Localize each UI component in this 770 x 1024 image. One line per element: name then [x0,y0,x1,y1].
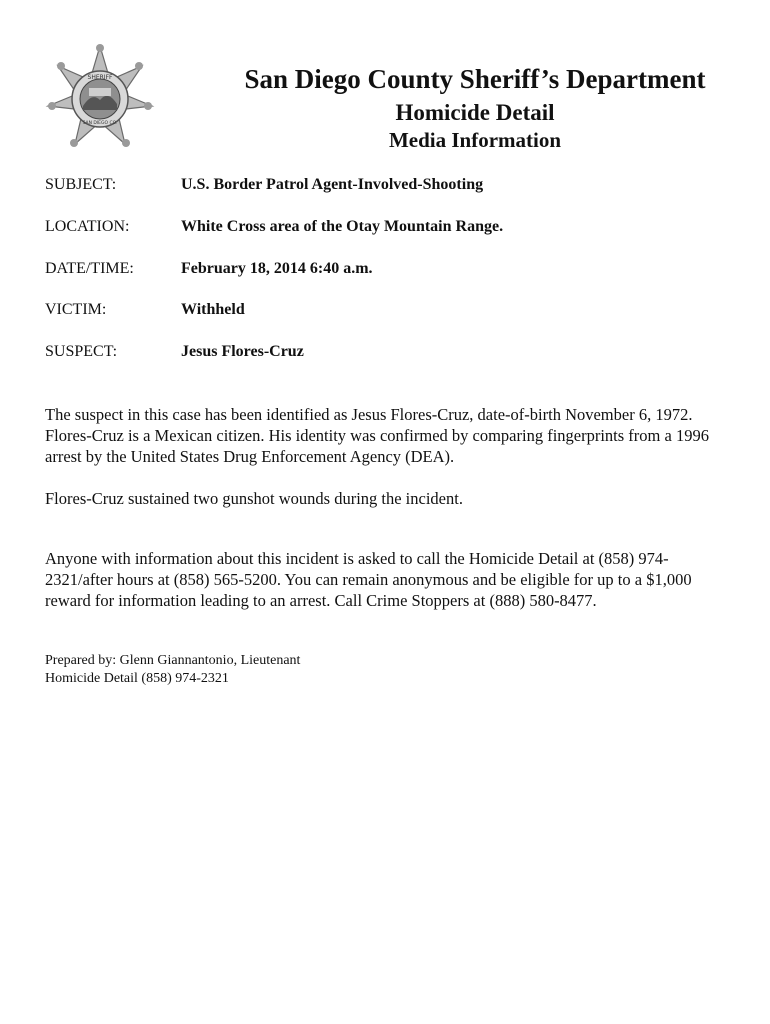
prepared-by-line: Prepared by: Glenn Giannantonio, Lieutenant [45,653,301,668]
subject-value: U.S. Border Patrol Agent-Involved-Shooting [181,176,484,193]
suspect-identification-paragraph: The suspect in this case has been identified as Jesus Flores-Cruz, date-of-birth November 6, 1972. Flores-Cruz is a Mexican citizen. His identity was confirmed by comparing fingerprints from a 1996 arrest by the United States Drug Enforcement Agency (DEA). [45,405,709,466]
suspect-label: SUSPECT: [45,343,118,360]
suspect-value: Jesus Flores-Cruz [181,343,304,360]
victim-label: VICTIM: [45,301,107,318]
department-title: San Diego County Sheriff’s Department [244,64,706,94]
datetime-label: DATE/TIME: [45,260,134,277]
subject-label: SUBJECT: [45,176,117,193]
injury-paragraph: Flores-Cruz sustained two gunshot wounds during the incident. [45,489,463,508]
unit-title: Homicide Detail [395,100,555,125]
prepared-contact-line: Homicide Detail (858) 974-2321 [45,671,229,686]
datetime-value: February 18, 2014 6:40 a.m. [181,260,373,277]
location-label: LOCATION: [45,218,130,235]
contact-information-paragraph: Anyone with information about this incident is asked to call the Homicide Detail at (858) 974-2321/after hours at (858) 565-5200. You can remain anonymous and be eligible for up to a $1,000 reward for information leading to an arrest. Call Crime Stoppers at (888) 580-8477. [45,549,692,610]
document-type-title: Media Information [388,128,562,152]
sheriff-star-badge-icon [45,44,155,154]
victim-value: Withheld [181,301,245,318]
badge-bottom-text: SAN DIEGO CO. [82,121,118,126]
location-value: White Cross area of the Otay Mountain Range. [181,218,504,235]
badge-top-text: SHERIFF [87,74,113,81]
